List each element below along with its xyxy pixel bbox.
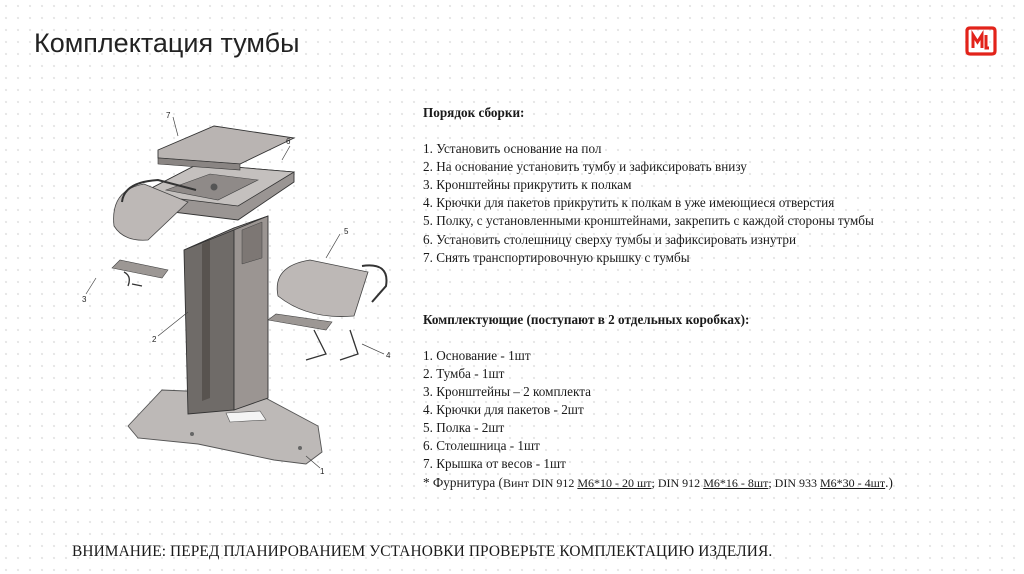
warning-notice: ВНИМАНИЕ: ПЕРЕД ПЛАНИРОВАНИЕМ УСТАНОВКИ ПРОВЕРЬТЕ КОМПЛЕКТАЦИЮ ИЗДЕЛИЯ.	[72, 543, 773, 560]
hardware-part-2: ; DIN 912	[651, 475, 704, 490]
callout-7: 7	[166, 111, 171, 120]
shelf-right	[277, 260, 368, 317]
page-title: Комплектация тумбы	[34, 28, 300, 58]
component-item: 4. Крючки для пакетов - 2шт	[423, 402, 584, 418]
hardware-part-3: ; DIN 933	[768, 475, 821, 490]
component-item: 3. Кронштейны – 2 комплекта	[423, 384, 591, 400]
assembly-step: 4. Крючки для пакетов прикрутить к полкам в уже имеющиеся отверстия	[423, 195, 835, 211]
assembly-step: 5. Полку, с установленными кронштейнами, закрепить с каждой стороны тумбы	[423, 213, 874, 229]
hardware-spec-2: М6*16 - 8шт	[703, 475, 769, 490]
hardware-spec-3: М6*30 - 4шт	[820, 475, 886, 490]
callout-5: 5	[344, 227, 349, 236]
component-item: 5. Полка - 2шт	[423, 420, 505, 436]
assembly-heading: Порядок сборки:	[423, 105, 525, 120]
component-item: 6. Столешница - 1шт	[423, 438, 540, 454]
transport-lid	[158, 126, 294, 164]
brand-m-logo-icon	[964, 24, 998, 58]
callout-4: 4	[386, 351, 391, 360]
component-item: 7. Крышка от весов - 1шт	[423, 456, 566, 472]
callout-2: 2	[152, 335, 157, 344]
assembly-step: 7. Снять транспортировочную крышку с тумбы	[423, 249, 690, 265]
hardware-spec-1: М6*10 - 20 шт	[577, 475, 652, 490]
callout-1: 1	[320, 467, 325, 476]
assembly-step: 3. Кронштейны прикрутить к полкам	[423, 177, 632, 193]
hardware-part-1: Винт DIN 912	[502, 475, 578, 490]
component-item: 1. Основание - 1шт	[423, 347, 531, 363]
components-heading: Комплектующие (поступают в 2 отдельных коробках):	[423, 311, 750, 327]
callout-6: 6	[286, 137, 291, 146]
assembly-step: 1. Установить основание на пол	[423, 141, 602, 157]
hardware-suffix: .)	[885, 474, 893, 490]
cabinet-assembly-drawing	[82, 108, 418, 480]
callout-3: 3	[82, 295, 87, 304]
assembly-step: 2. На основание установить тумбу и зафиксировать внизу	[423, 159, 747, 175]
hardware-prefix: * Фурнитура (	[423, 474, 503, 490]
assembly-step: 6. Установить столешницу сверху тумбы и зафиксировать изнутри	[423, 231, 797, 247]
hardware-note	[423, 474, 983, 492]
instructions-text	[423, 104, 983, 492]
component-item: 2. Тумба - 1шт	[423, 365, 505, 381]
